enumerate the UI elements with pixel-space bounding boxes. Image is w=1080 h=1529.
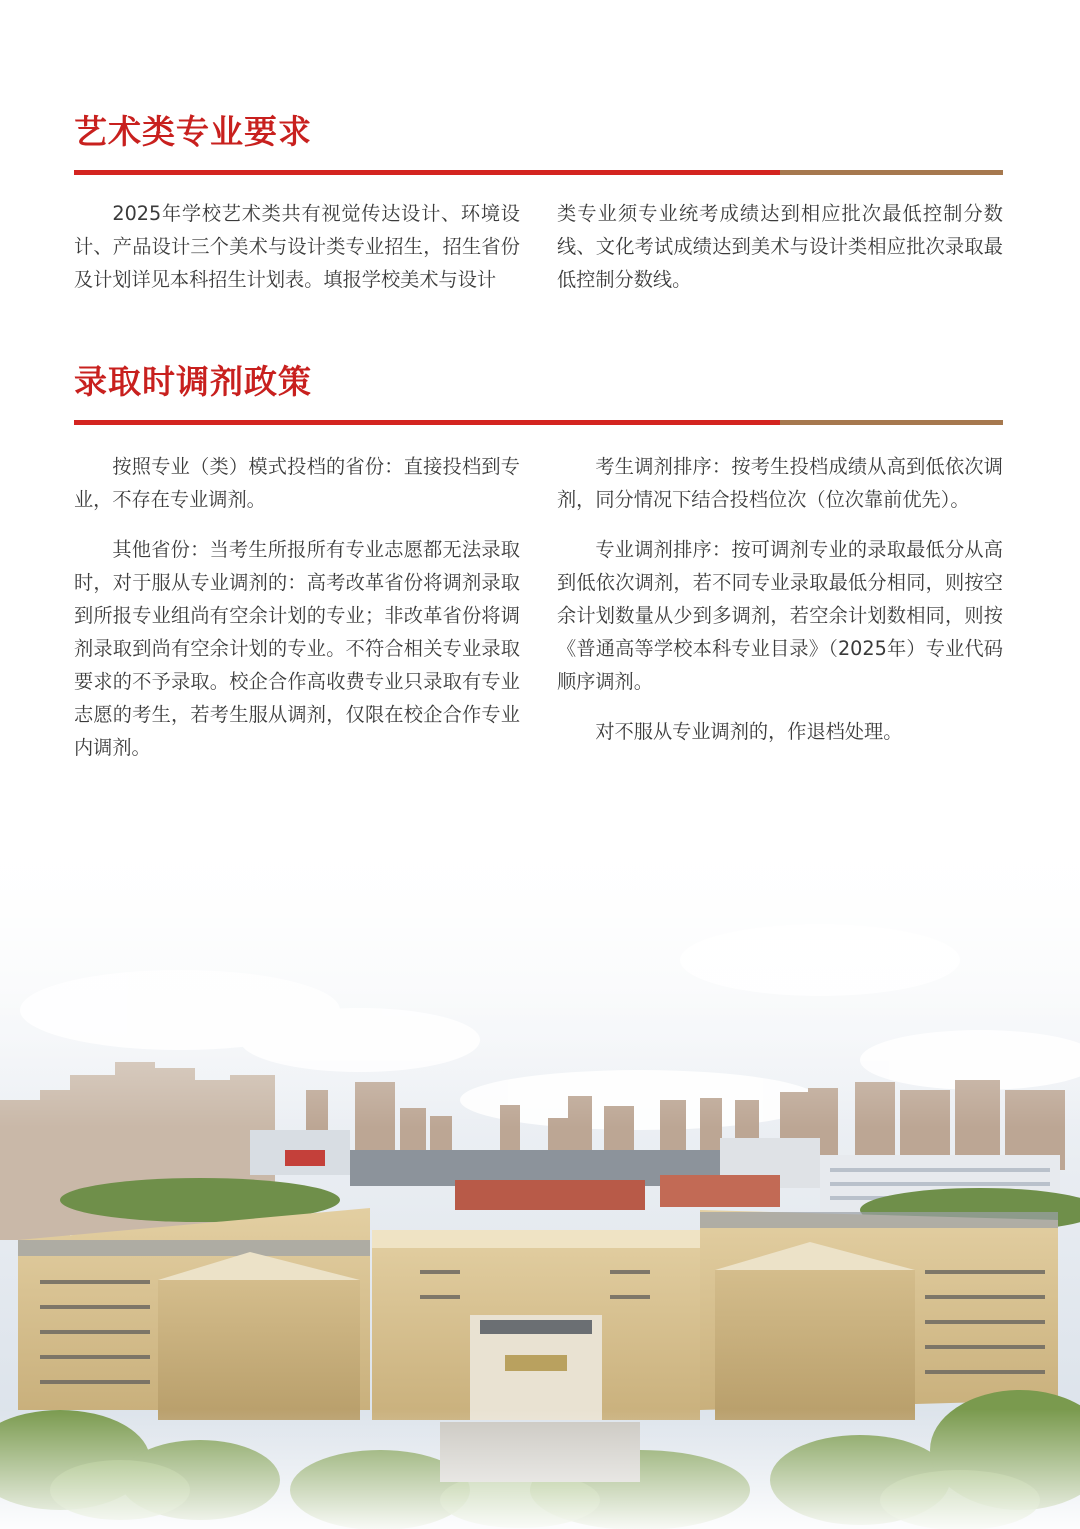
campus-illustration <box>0 800 1080 1529</box>
section-policy-right-column <box>557 450 1003 765</box>
section-title-adjustment-policy: 录取时调剂政策 <box>74 362 312 401</box>
paragraph: 2025年学校艺术类共有视觉传达设计、环境设计、产品设计三个美术与设计类专业招生，招生省份及计划详见本科招生计划表。填报学校美术与设计 <box>74 202 520 291</box>
section-title-art-requirements: 艺术类专业要求 <box>74 112 312 151</box>
paragraph: 其他省份：当考生所报所有专业志愿都无法录取时，对于服从专业调剂的：高考改革省份将调剂录取到所报专业组尚有空余计划的专业；非改革省份将调剂录取到尚有空余计划的专业。不符合相关专业录取要求的不予录取。校企合作高收费专业只录取有专业志愿的考生，若考生服从调剂，仅限在校企合作专业内调剂。 <box>74 538 520 759</box>
section-art-right-column <box>557 197 1003 313</box>
paragraph: 考生调剂排序：按考生投档成绩从高到低依次调剂，同分情况下结合投档位次（位次靠前优先）。 <box>557 455 1003 511</box>
section-policy-left-column <box>74 450 520 781</box>
paragraph: 按照专业（类）模式投档的省份：直接投档到专业，不存在专业调剂。 <box>74 455 520 511</box>
section-divider <box>74 420 1003 425</box>
campus-aerial-photo <box>0 800 1080 1529</box>
paragraph: 专业调剂排序：按可调剂专业的录取最低分从高到低依次调剂，若不同专业录取最低分相同，则按空余计划数量从少到多调剂，若空余计划数相同，则按《普通高等学校本科专业目录》（2025年）专业代码顺序调剂。 <box>557 538 1003 693</box>
paragraph: 类专业须专业统考成绩达到相应批次最低控制分数线、文化考试成绩达到美术与设计类相应批次录取最低控制分数线。 <box>557 202 1003 291</box>
section-divider <box>74 170 1003 175</box>
section-art-left-column <box>74 197 520 313</box>
paragraph: 对不服从专业调剂的，作退档处理。 <box>595 720 903 743</box>
